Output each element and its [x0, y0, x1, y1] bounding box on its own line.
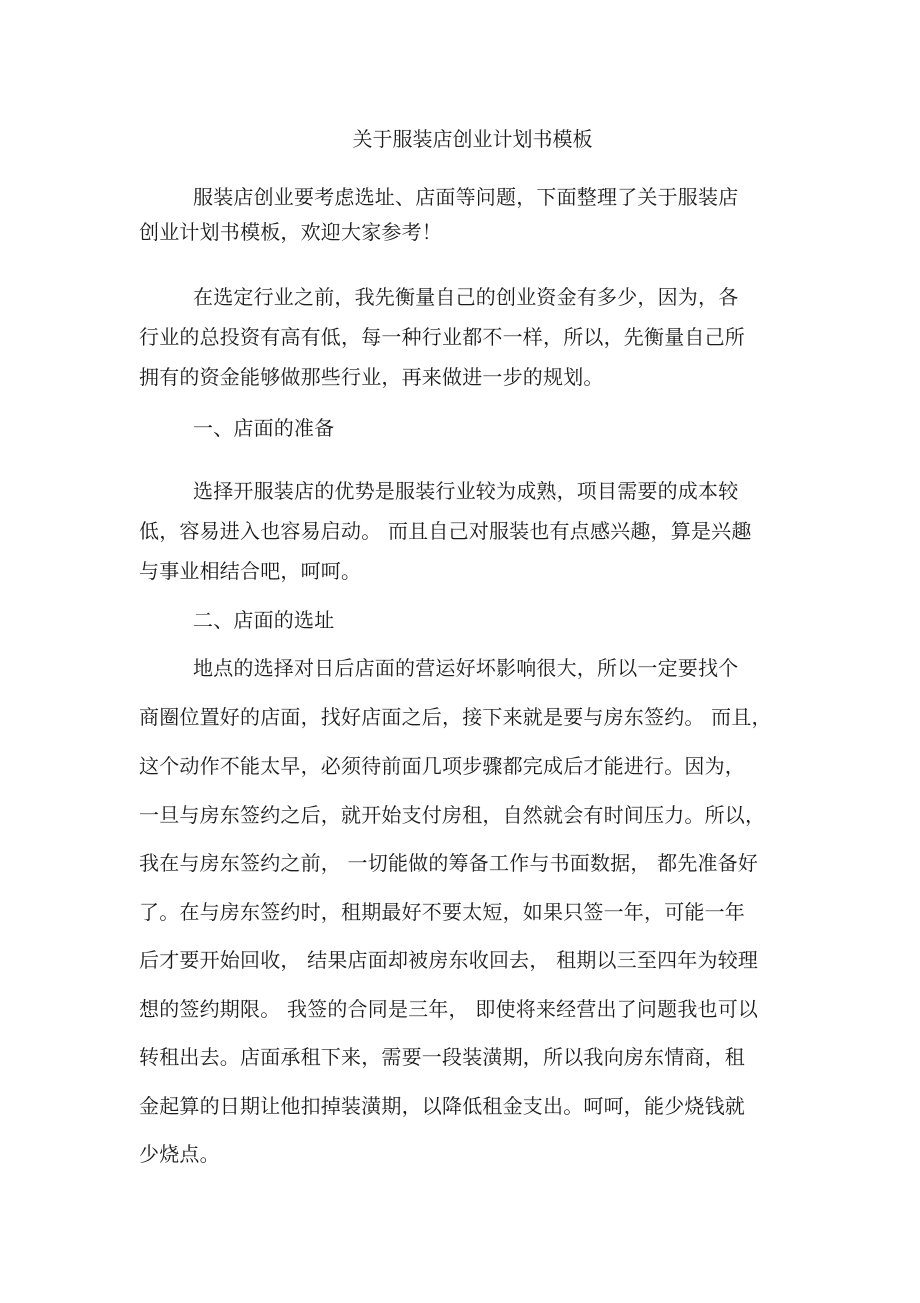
paragraph-line: 我在与房东签约之前， 一切能做的筹备工作与书面数据， 都先准备好 [139, 851, 759, 875]
section-heading: 二、店面的选址 [193, 608, 335, 632]
paragraph-line: 地点的选择对日后店面的营运好坏影响很大，所以一定要找个 [193, 656, 739, 680]
paragraph-line: 这个动作不能太早，必须待前面几项步骤都完成后才能进行。因为， [139, 754, 745, 778]
paragraph-line: 少烧点。 [139, 1142, 220, 1166]
paragraph-line: 在选定行业之前，我先衡量自己的创业资金有多少，因为，各 [193, 285, 739, 309]
paragraph-line: 想的签约期限。 我签的合同是三年， 即使将来经营出了问题我也可以 [139, 997, 759, 1021]
paragraph-line: 行业的总投资有高有低，每一种行业都不一样，所以，先衡量自己所 [139, 325, 745, 349]
paragraph-line: 拥有的资金能够做那些行业，再来做进一步的规划。 [139, 365, 604, 389]
paragraph-line: 低，容易进入也容易启动。 而且自己对服装也有点感兴趣，算是兴趣 [139, 519, 752, 543]
intro-line: 服装店创业要考虑选址、店面等问题，下面整理了关于服装店 [193, 185, 739, 209]
paragraph-line: 金起算的日期让他扣掉装潢期，以降低租金支出。呵呵，能少烧钱就 [139, 1094, 745, 1118]
document-title: 关于服装店创业计划书模板 [352, 127, 593, 151]
intro-line: 创业计划书模板，欢迎大家参考！ [139, 220, 442, 244]
paragraph-line: 选择开服装店的优势是服装行业较为成熟，项目需要的成本较 [193, 479, 739, 503]
paragraph-line: 一旦与房东签约之后，就开始支付房租，自然就会有时间压力。所以， [139, 803, 766, 827]
section-heading: 一、店面的准备 [193, 416, 335, 440]
paragraph-line: 后才要开始回收， 结果店面却被房东收回去， 租期以三至四年为较理 [139, 948, 759, 972]
paragraph-line: 了。在与房东签约时，租期最好不要太短，如果只签一年，可能一年 [139, 900, 745, 924]
paragraph-line: 商圈位置好的店面，找好店面之后，接下来就是要与房东签约。 而且， [139, 705, 772, 729]
paragraph-line: 与事业相结合吧，呵呵。 [139, 559, 362, 583]
paragraph-line: 转租出去。店面承租下来，需要一段装潢期，所以我向房东情商，租 [139, 1045, 745, 1069]
